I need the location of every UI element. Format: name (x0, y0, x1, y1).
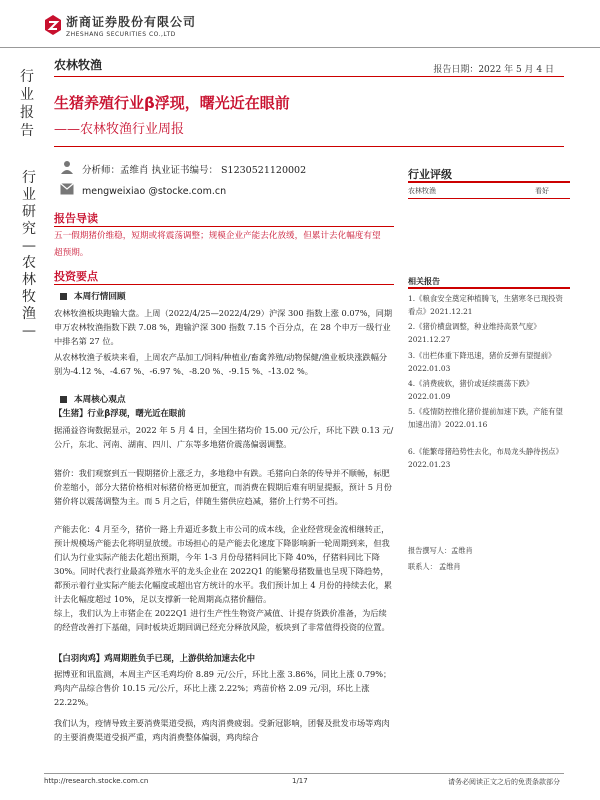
footer-url[interactable]: http://research.stocke.com.cn (44, 777, 149, 785)
title-divider-top (54, 76, 564, 77)
related-divider (408, 287, 570, 289)
related-report-item[interactable]: 3.《出栏体重下降迅速，猪价反弹有望提前》2022.01.03 (408, 351, 556, 373)
footer-divider (44, 773, 564, 774)
title-divider-bottom (54, 146, 564, 147)
report-contact: 联系人： 孟维肖 (408, 562, 461, 571)
related-report-item[interactable]: 1.《粮食安全奠定种植腾飞，生猪寒冬已现投资看点》2021.12.21 (408, 294, 563, 316)
report-date: 报告日期：2022 年 5 月 4 日 (433, 65, 554, 75)
person-icon (60, 160, 74, 174)
analyst-info: 分析师：孟维肖 执业证书编号： S1230521120002 (82, 165, 307, 176)
report-author: 报告撰写人：孟维肖 (408, 546, 473, 555)
company-logo-icon (44, 14, 62, 36)
rating-sector: 农林牧渔 (408, 187, 436, 195)
side-label-category: 行 业 研 究 — 农 林 牧 渔 — (22, 170, 36, 339)
side-label-report-type: 行 业 报 告 (20, 69, 34, 139)
related-report-item[interactable]: 5.《疫情防控推化猪价提前加速下跌，产能有望加速出清》2022.01.16 (408, 407, 563, 429)
paragraph-broiler-data: 据博亚和讯监测，本周主产区毛鸡均价 8.89 元/公斤，环比上涨 3.86%，同比上涨 0.79%；鸡肉产品综合售价 10.15 元/公斤，环比上涨 2.22%；鸡苗价格 2.09 元/羽，环比上涨 22.22%。 (54, 669, 392, 707)
paragraph-subsectors: 从农林牧渔子板块来看，上周农产品加工/饲料/种植业/畜禽养殖/动物保健/渔业板块涨跌幅分别为-4.12 %、-4.67 %、-6.97 %、-8.20 %、-9.15 %、-13.02 %。 (54, 352, 388, 376)
mail-icon (60, 183, 74, 195)
rating-divider (408, 181, 570, 183)
rating-value: 看好 (535, 187, 549, 195)
company-name-en: ZHESHANG SECURITIES CO.,LTD (66, 31, 176, 38)
page-number: 1/17 (292, 777, 308, 785)
footer-disclaimer: 请务必阅读正文之后的免责条款部分 (448, 778, 560, 786)
subsection-market-review: 本周行情回顾 (74, 292, 126, 302)
paragraph-broiler-view: 我们认为，疫情导致主要消费渠道受损，鸡肉消费疲弱。受新冠影响，团餐及批发市场等鸡肉的主要消费渠道受损严重，鸡肉消费整体偏弱，鸡肉综合 (54, 718, 390, 742)
guide-heading: 报告导读 (54, 212, 98, 225)
header-divider (0, 47, 600, 48)
bullet-icon (60, 396, 67, 403)
bullet-icon (60, 293, 67, 300)
paragraph-market-review: 农林牧渔板块跑输大盘。上周（2022/4/25—2022/4/29）沪深 300 指数上涨 0.07%，同期申万农林牧渔指数下跌 7.08 %，跑输沪深 300 指数 7.15 个百分点，在 28 个申万一级行业中排名第 27 位。 (54, 308, 393, 346)
topic-broiler: 【白羽肉鸡】鸡周期胜负手已现，上游供给加速去化中 (54, 653, 255, 663)
topic-hog: 【生猪】行业β浮现，曙光近在眼前 (54, 408, 186, 418)
points-divider (54, 284, 394, 285)
report-title: 生猪养殖行业β浮现，曙光近在眼前 (54, 94, 290, 112)
analyst-email[interactable]: mengweixiao @stocke.com.cn (82, 186, 227, 197)
company-name-cn: 浙商证券股份有限公司 (66, 15, 197, 29)
rating-divider-bottom (408, 198, 570, 199)
related-report-item[interactable]: 6.《能繁母猪趋势性去化，布局龙头静待拐点》2022.01.23 (408, 447, 563, 469)
paragraph-conclusion: 综上，我们认为上市猪企在 2022Q1 进行生产性生物资产减值、计提存货跌价准备，为后续的经营改善打下基础，同时板块近期回调已经充分释放风险，板块到了非常值得投资的位置。 (54, 608, 390, 632)
related-report-item[interactable]: 2.《猪价横盘调整，种业维持高景气度》2021.12.27 (408, 322, 541, 344)
subsection-core-view: 本周核心观点 (74, 395, 126, 405)
paragraph-hog-price-view: 猪价：我们观察到五一假期猪价上涨乏力，多地稳中有跌。毛猪向白条的传导并不顺畅，标肥价差缩小，部分大猪价格相对标猪价格更加便宜，而消费在假期后难有明显提振，预计 5 月份猪价将以震荡调整为主。而 5 月之后，伴随生猪供应趋减，猪价上行势不可挡。 (54, 468, 392, 506)
related-report-item[interactable]: 4.《消费疲软，猪价或延续震荡下跌》2022.01.09 (408, 379, 534, 401)
points-heading: 投资要点 (54, 270, 98, 283)
paragraph-hog-price-data: 据涌益咨询数据显示，2022 年 5 月 4 日，全国生猪均价 15.00 元/公斤，环比下跌 0.13 元/公斤，东北、河南、湖南、四川、广东等多地猪价震荡偏弱调整。 (54, 425, 394, 449)
sector-label: 农林牧渔 (54, 58, 103, 72)
related-heading: 相关报告 (408, 277, 440, 286)
rating-heading: 行业评级 (408, 168, 452, 181)
guide-divider (54, 226, 394, 227)
paragraph-capacity: 产能去化：4 月至今，猪价一路上升逼近多数上市公司的成本线，企业经营现金流相继转正，预计规模场产能去化将明显放缓。市场担心的是产能去化速度下降影响新一轮周期到来，但我们认为行业实际产能去化超出预期，今年 1-3 月份母猪料同比下降 40%，仔猪料同比下降 30%。同时代表行业最高养殖水平的龙头企业在 2022Q1 的能繁母猪数量也呈现下降趋势，都预示着行业实际产能去化幅度或超出官方统计的水平。我们预计加上 4 月份的持续去化，累计去化幅度超过 10%，足以支撑新一轮周期高点猪价翻倍。 (54, 524, 392, 604)
report-subtitle: ——农林牧渔行业周报 (54, 122, 185, 137)
guide-text: 五一假期猪价维稳，短期或将震荡调整；规模企业产能去化放缓，但累计去化幅度有望超预期。 (54, 231, 381, 258)
